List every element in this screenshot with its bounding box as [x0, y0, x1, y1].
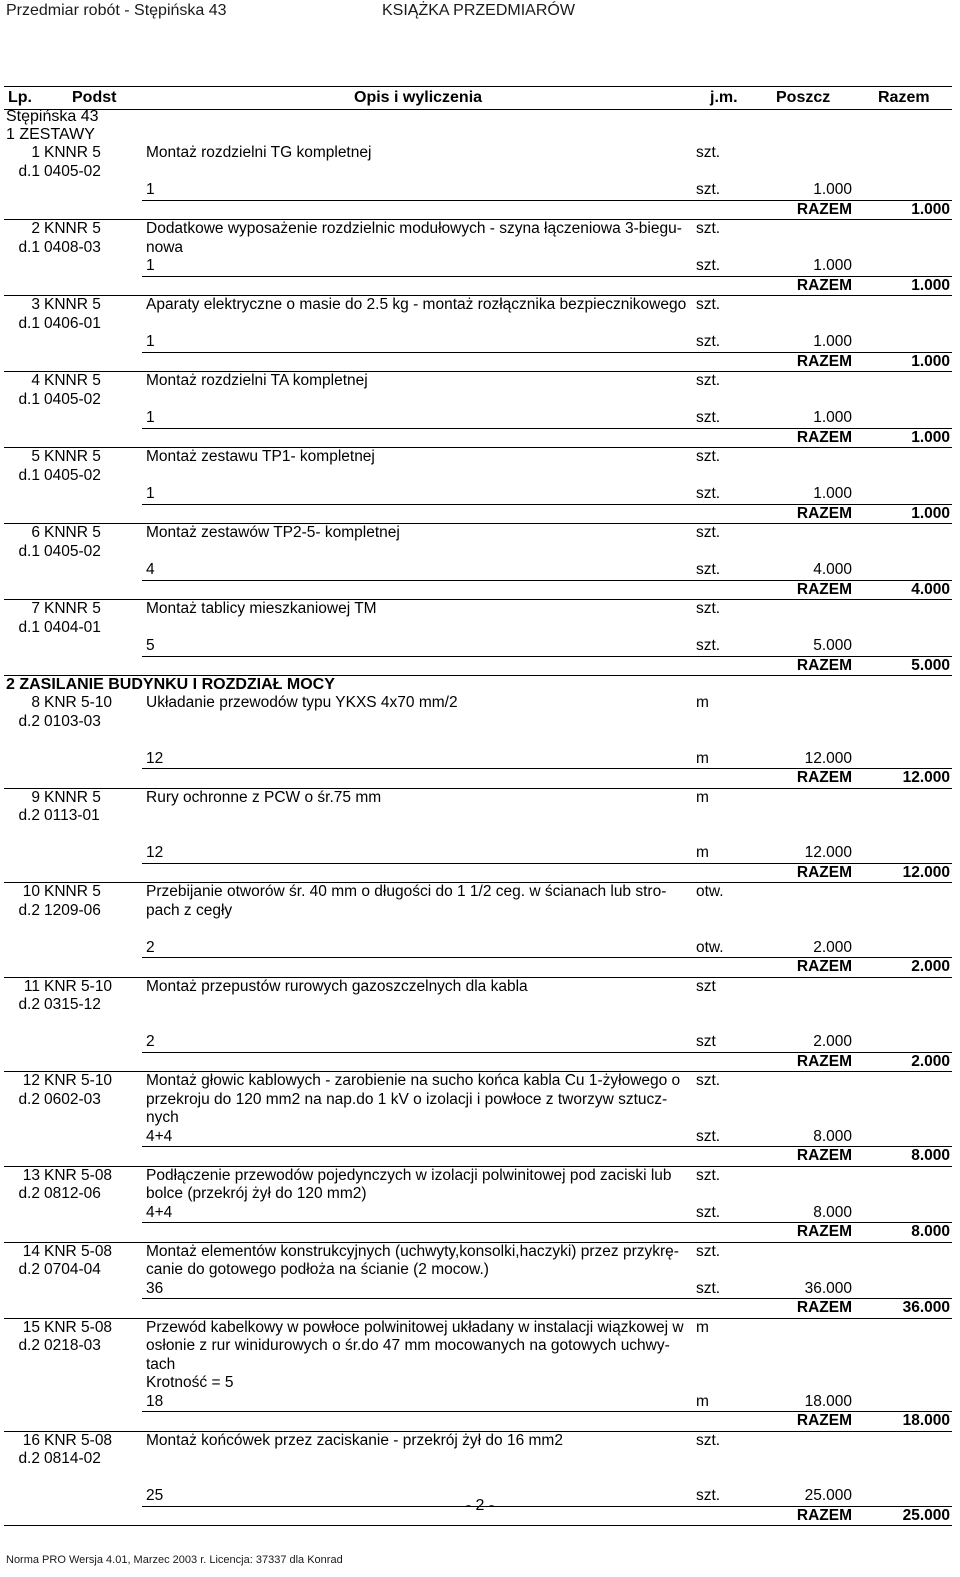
item-quantity-expression: 2: [146, 1033, 155, 1050]
item-quantity-expression: 5: [146, 637, 155, 654]
item-description: Montaż przepustów rurowych gazoszczelnych dla kabla: [146, 977, 528, 995]
item-quantity-unit: szt.: [696, 1203, 721, 1221]
subtotal-line: [4, 1412, 952, 1431]
col-opis: Opis i wyliczenia: [354, 89, 483, 106]
row-line: [4, 524, 952, 543]
table-row: [4, 220, 952, 296]
item-number: 5: [31, 448, 40, 465]
item-description: Montaż rozdzielni TA kompletnej: [146, 372, 368, 389]
item-unit: szt.: [696, 524, 721, 541]
item-quantity-value: 8.000: [813, 1127, 852, 1145]
quantity-line: [4, 485, 952, 504]
row-line: [4, 543, 952, 562]
item-chapter: d.1: [18, 466, 40, 484]
subtotal-line: [4, 864, 952, 883]
item-quantity-expression: 36: [146, 1279, 164, 1297]
item-quantity-expression: 4+4: [146, 1203, 173, 1221]
row-line: [4, 1450, 952, 1469]
item-quantity-expression: 1: [146, 333, 155, 350]
col-podst: Podst: [72, 89, 117, 106]
col-jm: j.m.: [710, 89, 738, 106]
item-chapter: d.2: [18, 1450, 40, 1467]
row-line: [4, 239, 952, 258]
item-quantity-value: 4.000: [813, 561, 852, 578]
object-title: Stępińska 43: [6, 108, 99, 125]
item-basis-catalog: KNNR 5: [44, 600, 101, 617]
item-unit: otw.: [696, 883, 724, 900]
item-number: 9: [31, 788, 40, 806]
razem-value: 4.000: [911, 580, 950, 598]
item-basis-catalog: KNR 5-10: [44, 977, 113, 995]
item-chapter: d.1: [18, 390, 40, 408]
item-quantity-unit: szt.: [696, 637, 721, 654]
item-description: przekroju do 120 mm2 na nap.do 1 kV o izolacji i powłoce z tworzyw sztucz-: [146, 1090, 668, 1108]
item-unit: m: [696, 1318, 709, 1336]
item-basis-code: 0704-04: [44, 1261, 101, 1278]
razem-value: 8.000: [911, 1223, 950, 1240]
subtotal-line: [4, 958, 952, 977]
item-quantity-value: 2.000: [813, 938, 852, 956]
row-line: [4, 372, 952, 391]
razem-value: 1.000: [911, 352, 950, 370]
item-quantity-expression: 18: [146, 1392, 164, 1410]
item-description: canie do gotowego podłoża na ścianie (2 mocow.): [146, 1261, 489, 1278]
item-quantity-unit: m: [696, 844, 709, 861]
table-row: [4, 144, 952, 220]
subtotal-line: [4, 353, 952, 372]
item-number: 10: [22, 883, 40, 900]
item-basis-catalog: KNR 5-10: [44, 1072, 113, 1089]
item-basis-code: 0405-02: [44, 466, 101, 484]
spacer-line: [4, 1469, 952, 1488]
row-line: [4, 315, 952, 334]
item-quantity-expression: 4+4: [146, 1127, 173, 1145]
item-basis-code: 0405-02: [44, 542, 101, 560]
item-description: Montaż elementów konstrukcyjnych (uchwyty,konsolki,haczyki) przez przykrę-: [146, 1242, 679, 1260]
razem-label: RAZEM: [796, 863, 852, 881]
item-quantity-expression: 4: [146, 561, 155, 578]
quantity-line: [4, 939, 952, 958]
subtotal-line: [4, 429, 952, 448]
quantity-line: [4, 1393, 952, 1412]
item-basis-catalog: KNNR 5: [44, 448, 101, 465]
item-basis-catalog: KNR 5-10: [44, 694, 113, 711]
razem-value: 1.000: [911, 200, 950, 218]
item-quantity-unit: szt.: [696, 181, 721, 198]
razem-value: 2.000: [911, 958, 950, 975]
item-basis-catalog: KNR 5-08: [44, 1431, 113, 1449]
subtotal-line: [4, 769, 952, 788]
subtotal-line: [4, 581, 952, 600]
table-row: [4, 1243, 952, 1319]
subtotal-line: [4, 505, 952, 524]
item-number: 2: [31, 220, 40, 237]
item-number: 3: [31, 296, 40, 313]
col-poszcz: Poszcz: [776, 89, 831, 106]
subtotal-line: [4, 277, 952, 296]
razem-label: RAZEM: [796, 1147, 852, 1164]
section-title: 2 ZASILANIE BUDYNKU I ROZDZIAŁ MOCY: [6, 676, 335, 693]
row-line: [4, 296, 952, 315]
item-description: Montaż głowic kablowych - zarobienie na sucho końca kabla Cu 1-żyłowego o: [146, 1072, 681, 1089]
item-description: Montaż zestawów TP2-5- kompletnej: [146, 524, 400, 541]
item-unit: szt.: [696, 144, 721, 161]
table-row: [4, 296, 952, 372]
table-row: [4, 1319, 952, 1432]
razem-value: 36.000: [902, 1299, 950, 1316]
document-header-right: KSIĄŻKA PRZEDMIARÓW: [382, 2, 575, 19]
item-quantity-unit: szt.: [696, 409, 721, 426]
item-quantity-value: 1.000: [813, 181, 852, 198]
item-chapter: d.2: [18, 996, 40, 1013]
item-quantity-value: 1.000: [813, 409, 852, 426]
razem-label: RAZEM: [796, 504, 852, 522]
item-unit: szt.: [696, 296, 721, 313]
item-number: 12: [22, 1072, 40, 1089]
item-quantity-unit: szt: [696, 1033, 716, 1050]
item-quantity-unit: szt.: [696, 485, 721, 502]
razem-label: RAZEM: [796, 428, 852, 446]
item-quantity-expression: 2: [146, 938, 155, 956]
subtotal-line: [4, 657, 952, 676]
item-basis-code: 0315-12: [44, 996, 101, 1013]
item-basis-code: 0602-03: [44, 1090, 101, 1108]
item-number: 15: [22, 1318, 40, 1336]
item-unit: m: [696, 694, 709, 711]
item-chapter: d.1: [18, 238, 40, 256]
item-number: 4: [31, 372, 40, 389]
item-unit: szt.: [696, 1431, 721, 1449]
item-unit: szt: [696, 977, 716, 995]
item-description: pach z cegły: [146, 901, 233, 919]
row-line: [4, 1091, 952, 1110]
item-description: Układanie przewodów typu YKXS 4x70 mm/2: [146, 694, 458, 711]
section-title: 1 ZESTAWY: [6, 126, 95, 143]
item-unit: szt.: [696, 1072, 721, 1089]
row-line: [4, 978, 952, 997]
item-chapter: d.1: [18, 162, 40, 180]
quantity-line: [4, 637, 952, 656]
item-basis-catalog: KNNR 5: [44, 220, 101, 237]
item-quantity-expression: 1: [146, 409, 155, 426]
razem-value: 2.000: [911, 1052, 950, 1070]
razem-label: RAZEM: [796, 1223, 852, 1240]
razem-value: 1.000: [911, 504, 950, 522]
item-quantity-value: 8.000: [813, 1203, 852, 1221]
item-quantity-unit: szt.: [696, 1487, 721, 1504]
item-chapter: d.1: [18, 618, 40, 636]
spacer-line: [4, 731, 952, 750]
item-description: tach: [146, 1355, 176, 1373]
item-quantity-value: 1.000: [813, 333, 852, 350]
item-basis-catalog: KNNR 5: [44, 883, 101, 900]
item-basis-code: 0405-02: [44, 162, 101, 180]
item-description: Montaż tablicy mieszkaniowej TM: [146, 600, 377, 617]
item-basis-catalog: KNR 5-08: [44, 1318, 113, 1336]
item-number: 13: [22, 1166, 40, 1184]
item-unit: szt.: [696, 1166, 721, 1184]
razem-value: 18.000: [902, 1412, 950, 1429]
subtotal-line: [4, 1147, 952, 1166]
razem-label: RAZEM: [796, 200, 852, 218]
razem-label: RAZEM: [796, 769, 852, 786]
item-quantity-unit: m: [696, 1392, 709, 1410]
razem-value: 8.000: [911, 1147, 950, 1164]
quantity-line: [4, 333, 952, 352]
table-row: [4, 789, 952, 884]
item-chapter: d.2: [18, 1337, 40, 1354]
item-unit: m: [696, 788, 709, 806]
item-number: 6: [31, 524, 40, 541]
row-line: [4, 1356, 952, 1375]
razem-label: RAZEM: [796, 1299, 852, 1316]
item-description: osłonie z rur winidurowych o śr.do 47 mm mocowanych na gotowych uchwy-: [146, 1337, 670, 1354]
quantity-line: [4, 1280, 952, 1299]
item-chapter: d.2: [18, 1185, 40, 1202]
razem-value: 1.000: [911, 428, 950, 446]
item-quantity-value: 1.000: [813, 257, 852, 274]
item-description: bolce (przekrój żył do 120 mm2): [146, 1185, 367, 1202]
row-line: [4, 902, 952, 921]
item-quantity-value: 5.000: [813, 637, 852, 654]
item-basis-catalog: KNR 5-08: [44, 1166, 113, 1184]
column-headers: [4, 86, 952, 110]
item-basis-code: 0406-01: [44, 314, 101, 332]
razem-value: 5.000: [911, 656, 950, 674]
page-number: - 2 -: [465, 1497, 495, 1514]
item-chapter: d.2: [18, 712, 40, 730]
quantity-line: [4, 844, 952, 863]
row-line: [4, 996, 952, 1015]
razem-label: RAZEM: [796, 958, 852, 975]
row-line: [4, 220, 952, 239]
subtotal-line: [4, 1053, 952, 1072]
table-row: [4, 372, 952, 448]
item-description: Przebijanie otworów śr. 40 mm o długości do 1 1/2 ceg. w ścianach lub stro-: [146, 883, 667, 900]
row-line: [4, 1319, 952, 1338]
item-basis-catalog: KNNR 5: [44, 144, 101, 161]
razem-label: RAZEM: [796, 1412, 852, 1429]
item-description: Montaż końcówek przez zaciskanie - przekrój żył do 16 mm2: [146, 1431, 563, 1449]
razem-label: RAZEM: [796, 656, 852, 674]
razem-value: 1.000: [911, 276, 950, 294]
spacer-line: [4, 920, 952, 939]
razem-value: 25.000: [902, 1506, 950, 1524]
quantity-line: [4, 181, 952, 200]
col-lp: Lp.: [8, 89, 32, 106]
item-description: Podłączenie przewodów pojedynczych w izolacji polwinitowej pod zaciski lub: [146, 1166, 672, 1184]
item-quantity-value: 36.000: [804, 1279, 852, 1297]
item-chapter: d.2: [18, 1090, 40, 1108]
item-unit: szt.: [696, 600, 721, 617]
item-basis-code: 0218-03: [44, 1337, 101, 1354]
item-quantity-unit: otw.: [696, 938, 724, 956]
row-line: [4, 467, 952, 486]
item-quantity-unit: szt.: [696, 561, 721, 578]
quantity-line: [4, 1204, 952, 1223]
item-description: Rury ochronne z PCW o śr.75 mm: [146, 788, 382, 806]
item-number: 14: [22, 1242, 40, 1260]
item-basis-code: 0103-03: [44, 712, 101, 730]
item-chapter: d.1: [18, 542, 40, 560]
razem-label: RAZEM: [796, 1052, 852, 1070]
item-basis-code: 0812-06: [44, 1185, 101, 1202]
item-number: 11: [23, 977, 40, 995]
razem-label: RAZEM: [796, 276, 852, 294]
row-line: [4, 1185, 952, 1204]
item-description: Montaż rozdzielni TG kompletnej: [146, 144, 372, 161]
item-unit: szt.: [696, 448, 721, 465]
quantity-line: [4, 1128, 952, 1147]
item-number: 16: [22, 1431, 40, 1449]
table-row: [4, 448, 952, 524]
row-line: [4, 600, 952, 619]
col-razem: Razem: [878, 89, 930, 106]
item-basis-code: 0405-02: [44, 390, 101, 408]
table-row: [4, 1167, 952, 1243]
item-quantity-unit: szt.: [696, 1127, 721, 1145]
quantity-line: [4, 257, 952, 276]
item-basis-catalog: KNNR 5: [44, 372, 101, 389]
item-quantity-expression: 12: [146, 749, 164, 767]
subtotal-line: [4, 1299, 952, 1318]
software-footer: Norma PRO Wersja 4.01, Marzec 2003 r. Licencja: 37337 dla Konrad: [6, 1554, 343, 1566]
item-quantity-value: 12.000: [804, 749, 852, 767]
razem-label: RAZEM: [796, 352, 852, 370]
item-number: 1: [31, 144, 40, 161]
item-basis-catalog: KNNR 5: [44, 788, 101, 806]
razem-label: RAZEM: [796, 580, 852, 598]
row-line: [4, 694, 952, 713]
item-basis-code: 0408-03: [44, 238, 101, 256]
item-quantity-unit: szt.: [696, 333, 721, 350]
item-quantity-expression: 1: [146, 485, 155, 502]
item-basis-code: 0113-01: [44, 807, 100, 824]
item-quantity-unit: szt.: [696, 1279, 721, 1297]
item-chapter: d.2: [18, 807, 40, 824]
quantity-line: [4, 1033, 952, 1052]
item-number: 7: [31, 600, 40, 617]
item-number: 8: [31, 694, 40, 711]
item-description: Przewód kabelkowy w powłoce polwinitowej układany w instalacji wiązkowej w: [146, 1318, 684, 1336]
quantity-line: [4, 750, 952, 769]
item-description: Krotność = 5: [146, 1374, 234, 1391]
row-line: [4, 1337, 952, 1356]
subtotal-line: [4, 1223, 952, 1242]
item-quantity-expression: 1: [146, 181, 155, 198]
quantity-line: [4, 409, 952, 428]
item-quantity-unit: szt.: [696, 257, 721, 274]
row-line: [4, 789, 952, 808]
item-basis-code: 1209-06: [44, 901, 101, 919]
table-row: [4, 600, 952, 676]
item-basis-catalog: KNNR 5: [44, 296, 101, 313]
item-quantity-value: 2.000: [813, 1033, 852, 1050]
razem-label: RAZEM: [796, 1506, 852, 1524]
item-quantity-expression: 25: [146, 1487, 164, 1504]
item-basis-catalog: KNNR 5: [44, 524, 101, 541]
row-line: [4, 1261, 952, 1280]
item-basis-catalog: KNR 5-08: [44, 1242, 113, 1260]
row-line: [4, 1072, 952, 1091]
spacer-line: [4, 1015, 952, 1034]
row-line: [4, 448, 952, 467]
item-description: Montaż zestawu TP1- kompletnej: [146, 448, 375, 465]
item-quantity-unit: m: [696, 749, 709, 767]
item-quantity-value: 12.000: [804, 844, 852, 861]
item-quantity-expression: 12: [146, 844, 164, 861]
item-quantity-value: 18.000: [804, 1392, 852, 1410]
row-line: [4, 1243, 952, 1262]
table-row: [4, 978, 952, 1073]
item-chapter: d.2: [18, 901, 40, 919]
item-quantity-expression: 1: [146, 257, 155, 274]
quantity-line: [4, 561, 952, 580]
item-description: nowa: [146, 238, 184, 256]
table-row: [4, 694, 952, 789]
item-basis-code: 0814-02: [44, 1450, 101, 1467]
item-description: nych: [146, 1109, 179, 1126]
item-chapter: d.2: [18, 1261, 40, 1278]
row-line: [4, 144, 952, 163]
row-line: [4, 807, 952, 826]
cost-estimate-table: [4, 108, 952, 1526]
item-unit: szt.: [696, 1242, 721, 1260]
item-unit: szt.: [696, 372, 721, 389]
row-line: [4, 1167, 952, 1186]
subtotal-line: [4, 201, 952, 220]
row-line: [4, 1374, 952, 1393]
row-line: [4, 619, 952, 638]
row-line: [4, 163, 952, 182]
row-line: [4, 391, 952, 410]
item-basis-code: 0404-01: [44, 618, 101, 636]
item-quantity-value: 1.000: [813, 485, 852, 502]
spacer-line: [4, 826, 952, 845]
row-line: [4, 883, 952, 902]
razem-value: 12.000: [902, 863, 950, 881]
item-description: Aparaty elektryczne o masie do 2.5 kg - montaż rozłącznika bezpiecznikowego: [146, 296, 687, 313]
row-line: [4, 713, 952, 732]
item-quantity-value: 25.000: [804, 1487, 852, 1504]
document-header-left: Przedmiar robót - Stępińska 43: [6, 2, 227, 19]
table-row: [4, 883, 952, 978]
row-line: [4, 1109, 952, 1128]
table-row: [4, 1072, 952, 1167]
razem-value: 12.000: [902, 769, 950, 786]
item-unit: szt.: [696, 220, 721, 237]
table-row: [4, 524, 952, 600]
item-chapter: d.1: [18, 314, 40, 332]
row-line: [4, 1432, 952, 1451]
item-description: Dodatkowe wyposażenie rozdzielnic modułowych - szyna łączeniowa 3-biegu-: [146, 220, 682, 237]
